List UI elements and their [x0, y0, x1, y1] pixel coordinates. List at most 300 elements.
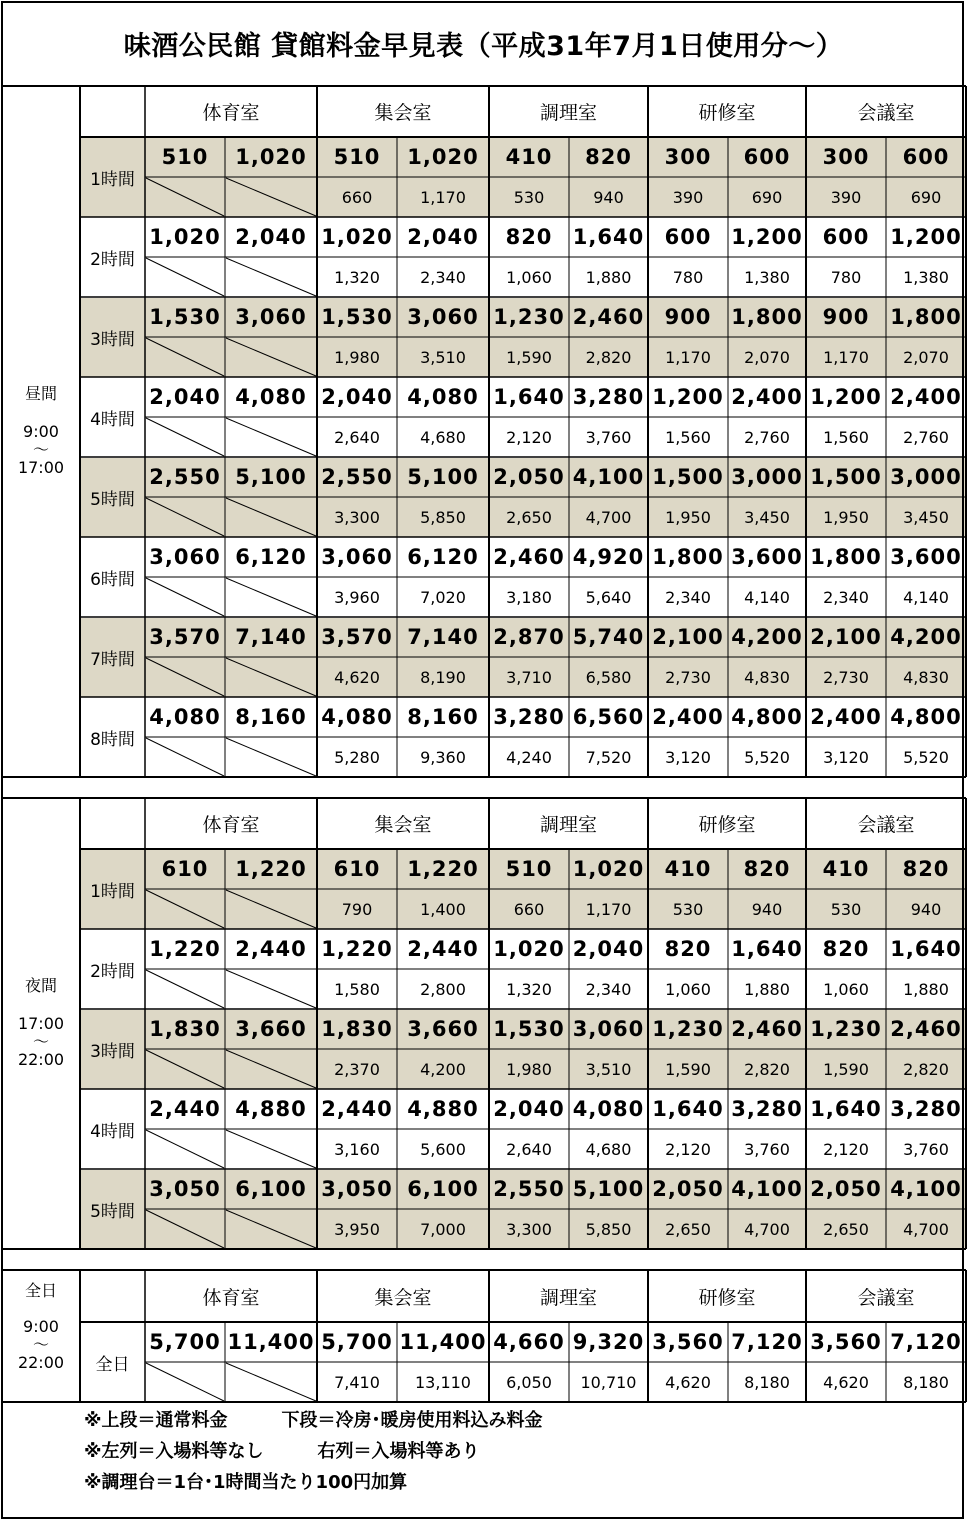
aircon-fee: 7,520: [585, 747, 632, 767]
period-end: 17:00: [17, 458, 65, 477]
regular-fee: 4,200: [890, 625, 962, 649]
aircon-fee: 2,640: [334, 427, 380, 447]
na-diagonal: [146, 738, 224, 776]
aircon-fee: 1,060: [823, 979, 869, 999]
aircon-fee: 3,450: [744, 507, 790, 527]
aircon-fee: 2,340: [585, 979, 632, 999]
regular-fee: 1,530: [149, 305, 221, 329]
aircon-fee: 4,620: [823, 1372, 869, 1392]
regular-fee: 3,050: [149, 1177, 221, 1201]
regular-fee: 3,560: [810, 1330, 882, 1354]
regular-fee: 4,080: [407, 385, 479, 409]
regular-fee: 1,800: [652, 545, 724, 569]
aircon-fee: 13,110: [415, 1372, 471, 1392]
regular-fee: 610: [161, 857, 209, 881]
regular-fee: 7,120: [731, 1330, 803, 1354]
regular-fee: 6,560: [572, 705, 645, 729]
regular-fee: 5,100: [235, 465, 307, 489]
regular-fee: 3,000: [890, 465, 962, 489]
regular-fee: 6,100: [235, 1177, 307, 1201]
duration-label: 5時間: [90, 1201, 135, 1222]
regular-fee: 4,080: [235, 385, 307, 409]
regular-fee: 2,050: [493, 465, 565, 489]
aircon-fee: 7,410: [334, 1372, 380, 1392]
aircon-fee: 3,120: [665, 747, 711, 767]
regular-fee: 9,320: [572, 1330, 645, 1354]
aircon-fee: 1,170: [665, 347, 711, 367]
na-diagonal: [146, 258, 224, 296]
regular-fee: 1,230: [493, 305, 565, 329]
na-diagonal: [146, 498, 224, 536]
regular-fee: 4,880: [407, 1097, 479, 1121]
aircon-fee: 8,180: [744, 1372, 790, 1392]
regular-fee: 2,040: [321, 385, 393, 409]
regular-fee: 4,100: [731, 1177, 803, 1201]
aircon-fee: 4,140: [744, 587, 790, 607]
duration-label: 6時間: [90, 569, 135, 590]
regular-fee: 2,400: [810, 705, 882, 729]
regular-fee: 4,800: [731, 705, 803, 729]
aircon-fee: 3,120: [823, 747, 869, 767]
aircon-fee: 2,820: [903, 1059, 949, 1079]
regular-fee: 3,280: [731, 1097, 803, 1121]
aircon-fee: 4,620: [334, 667, 380, 687]
room-header-4: 会議室: [857, 102, 915, 124]
aircon-fee: 3,760: [585, 427, 632, 447]
na-diagonal: [226, 338, 316, 376]
aircon-fee: 1,590: [823, 1059, 869, 1079]
regular-fee: 8,160: [235, 705, 307, 729]
regular-fee: 2,460: [890, 1017, 962, 1041]
regular-fee: 2,440: [149, 1097, 221, 1121]
regular-fee: 2,050: [652, 1177, 724, 1201]
aircon-fee: 1,060: [665, 979, 711, 999]
regular-fee: 1,020: [493, 937, 565, 961]
room-header-2: 調理室: [539, 1286, 597, 1309]
regular-fee: 2,460: [731, 1017, 803, 1041]
duration-label: 2時間: [90, 961, 135, 982]
duration-label: 3時間: [90, 329, 135, 350]
regular-fee: 4,080: [572, 1097, 645, 1121]
aircon-fee: 1,170: [823, 347, 869, 367]
aircon-fee: 2,070: [903, 347, 949, 367]
duration-label: 7時間: [90, 649, 135, 670]
regular-fee: 4,800: [890, 705, 962, 729]
aircon-fee: 9,360: [420, 747, 466, 767]
room-header-3: 研修室: [698, 102, 756, 124]
na-diagonal: [226, 178, 316, 216]
room-header-0: 体育室: [202, 814, 260, 836]
regular-fee: 3,600: [890, 545, 962, 569]
regular-fee: 2,050: [810, 1177, 882, 1201]
regular-fee: 300: [664, 145, 712, 169]
na-diagonal: [146, 338, 224, 376]
aircon-fee: 4,620: [665, 1372, 711, 1392]
aircon-fee: 2,340: [823, 587, 869, 607]
aircon-fee: 3,760: [903, 1139, 949, 1159]
regular-fee: 600: [902, 145, 950, 169]
aircon-fee: 940: [593, 187, 624, 207]
regular-fee: 900: [822, 305, 870, 329]
period-start: 9:00: [23, 422, 59, 441]
room-header-2: 調理室: [539, 102, 597, 124]
aircon-fee: 7,000: [420, 1219, 466, 1239]
aircon-fee: 3,160: [334, 1139, 380, 1159]
regular-fee: 3,280: [493, 705, 565, 729]
aircon-fee: 1,880: [744, 979, 790, 999]
regular-fee: 3,560: [652, 1330, 724, 1354]
aircon-fee: 4,830: [903, 667, 949, 687]
aircon-fee: 4,830: [744, 667, 790, 687]
regular-fee: 6,120: [235, 545, 307, 569]
aircon-fee: 3,710: [506, 667, 552, 687]
period-name: 夜間: [24, 976, 57, 995]
aircon-fee: 4,200: [420, 1059, 466, 1079]
na-diagonal: [146, 578, 224, 616]
footnote-2: ※左列＝入場料等なし 右列＝入場料等あり: [84, 1441, 480, 1462]
aircon-fee: 8,180: [903, 1372, 949, 1392]
regular-fee: 2,040: [235, 225, 307, 249]
na-diagonal: [226, 1130, 316, 1168]
regular-fee: 3,060: [407, 305, 479, 329]
aircon-fee: 3,450: [903, 507, 949, 527]
regular-fee: 2,100: [810, 625, 882, 649]
aircon-fee: 1,380: [903, 267, 949, 287]
aircon-fee: 2,340: [665, 587, 711, 607]
aircon-fee: 690: [751, 187, 783, 207]
regular-fee: 7,140: [407, 625, 479, 649]
regular-fee: 820: [822, 937, 870, 961]
room-header-3: 研修室: [698, 1286, 756, 1309]
duration-label: 全日: [95, 1354, 130, 1375]
aircon-fee: 4,700: [585, 507, 632, 527]
regular-fee: 2,440: [321, 1097, 393, 1121]
na-diagonal: [226, 738, 316, 776]
regular-fee: 2,400: [890, 385, 962, 409]
aircon-fee: 940: [751, 899, 783, 919]
regular-fee: 11,400: [227, 1330, 315, 1354]
aircon-fee: 5,640: [585, 587, 632, 607]
aircon-fee: 790: [341, 899, 373, 919]
room-header-4: 会議室: [857, 814, 915, 836]
regular-fee: 820: [585, 145, 632, 169]
aircon-fee: 660: [341, 187, 373, 207]
regular-fee: 2,040: [149, 385, 221, 409]
regular-fee: 1,640: [652, 1097, 724, 1121]
aircon-fee: 6,050: [506, 1372, 552, 1392]
aircon-fee: 1,560: [665, 427, 711, 447]
regular-fee: 820: [664, 937, 712, 961]
aircon-fee: 1,590: [506, 347, 552, 367]
duration-label: 1時間: [90, 881, 135, 902]
aircon-fee: 940: [910, 899, 942, 919]
room-header-2: 調理室: [539, 814, 597, 836]
period-end: 22:00: [17, 1353, 65, 1372]
aircon-fee: 2,760: [744, 427, 790, 447]
regular-fee: 1,830: [321, 1017, 393, 1041]
regular-fee: 1,830: [149, 1017, 221, 1041]
regular-fee: 1,230: [652, 1017, 724, 1041]
regular-fee: 2,100: [652, 625, 724, 649]
aircon-fee: 4,680: [585, 1139, 632, 1159]
period-start: 17:00: [17, 1014, 65, 1033]
regular-fee: 2,440: [407, 937, 479, 961]
aircon-fee: 1,320: [506, 979, 552, 999]
aircon-fee: 4,700: [744, 1219, 790, 1239]
regular-fee: 2,440: [235, 937, 307, 961]
period-tilde: ～: [32, 1032, 49, 1051]
regular-fee: 3,060: [321, 545, 393, 569]
aircon-fee: 3,300: [506, 1219, 552, 1239]
aircon-fee: 2,650: [665, 1219, 711, 1239]
na-diagonal: [226, 970, 316, 1008]
regular-fee: 3,280: [572, 385, 645, 409]
aircon-fee: 780: [830, 267, 862, 287]
regular-fee: 3,050: [321, 1177, 393, 1201]
aircon-fee: 390: [672, 187, 704, 207]
aircon-fee: 2,370: [334, 1059, 380, 1079]
room-header-3: 研修室: [698, 814, 756, 836]
duration-label: 1時間: [90, 169, 135, 190]
aircon-fee: 1,170: [585, 899, 632, 919]
regular-fee: 1,800: [890, 305, 962, 329]
regular-fee: 3,280: [890, 1097, 962, 1121]
aircon-fee: 3,960: [334, 587, 380, 607]
regular-fee: 3,000: [731, 465, 803, 489]
regular-fee: 4,920: [572, 545, 645, 569]
aircon-fee: 1,560: [823, 427, 869, 447]
regular-fee: 1,640: [493, 385, 565, 409]
na-diagonal: [226, 418, 316, 456]
page-title: 味酒公民館 貸館料金早見表（平成31年7月1日使用分～）: [123, 30, 844, 62]
regular-fee: 2,550: [321, 465, 393, 489]
aircon-fee: 2,120: [506, 427, 552, 447]
regular-fee: 8,160: [407, 705, 479, 729]
duration-label: 3時間: [90, 1041, 135, 1062]
aircon-fee: 530: [513, 187, 545, 207]
aircon-fee: 1,400: [420, 899, 466, 919]
room-header-1: 集会室: [374, 102, 432, 124]
na-diagonal: [146, 1363, 224, 1401]
aircon-fee: 3,760: [744, 1139, 790, 1159]
regular-fee: 2,040: [407, 225, 479, 249]
regular-fee: 6,100: [407, 1177, 479, 1201]
regular-fee: 1,530: [493, 1017, 565, 1041]
na-diagonal: [146, 1130, 224, 1168]
na-diagonal: [146, 418, 224, 456]
regular-fee: 510: [505, 857, 553, 881]
regular-fee: 1,220: [407, 857, 479, 881]
regular-fee: 3,060: [149, 545, 221, 569]
regular-fee: 1,640: [731, 937, 803, 961]
na-diagonal: [226, 498, 316, 536]
regular-fee: 1,020: [407, 145, 479, 169]
regular-fee: 410: [822, 857, 870, 881]
regular-fee: 2,460: [493, 545, 565, 569]
na-diagonal: [226, 1210, 316, 1248]
aircon-fee: 2,760: [903, 427, 949, 447]
aircon-fee: 5,520: [903, 747, 949, 767]
aircon-fee: 2,340: [420, 267, 466, 287]
aircon-fee: 3,300: [334, 507, 380, 527]
regular-fee: 3,060: [235, 305, 307, 329]
regular-fee: 1,220: [149, 937, 221, 961]
regular-fee: 820: [505, 225, 553, 249]
regular-fee: 2,460: [572, 305, 645, 329]
regular-fee: 510: [333, 145, 381, 169]
aircon-fee: 6,580: [585, 667, 632, 687]
regular-fee: 1,500: [810, 465, 882, 489]
aircon-fee: 1,590: [665, 1059, 711, 1079]
aircon-fee: 1,980: [506, 1059, 552, 1079]
regular-fee: 7,120: [890, 1330, 962, 1354]
regular-fee: 5,700: [321, 1330, 393, 1354]
duration-label: 4時間: [90, 1121, 135, 1142]
aircon-fee: 2,730: [665, 667, 711, 687]
aircon-fee: 1,950: [823, 507, 869, 527]
aircon-fee: 660: [513, 899, 545, 919]
regular-fee: 610: [333, 857, 381, 881]
regular-fee: 1,230: [810, 1017, 882, 1041]
aircon-fee: 5,520: [744, 747, 790, 767]
aircon-fee: 390: [830, 187, 862, 207]
regular-fee: 1,640: [890, 937, 962, 961]
aircon-fee: 3,950: [334, 1219, 380, 1239]
period-tilde: ～: [32, 440, 49, 459]
regular-fee: 4,080: [321, 705, 393, 729]
regular-fee: 1,020: [572, 857, 645, 881]
regular-fee: 1,500: [652, 465, 724, 489]
aircon-fee: 5,850: [585, 1219, 632, 1239]
aircon-fee: 4,140: [903, 587, 949, 607]
regular-fee: 3,660: [235, 1017, 307, 1041]
na-diagonal: [226, 890, 316, 928]
regular-fee: 1,020: [149, 225, 221, 249]
period-name: 昼間: [24, 384, 57, 403]
aircon-fee: 1,880: [585, 267, 632, 287]
aircon-fee: 3,510: [420, 347, 466, 367]
regular-fee: 3,660: [407, 1017, 479, 1041]
aircon-fee: 1,580: [334, 979, 380, 999]
period-name: 全日: [24, 1281, 57, 1300]
duration-label: 4時間: [90, 409, 135, 430]
aircon-fee: 10,710: [580, 1372, 637, 1392]
na-diagonal: [226, 1050, 316, 1088]
regular-fee: 2,550: [493, 1177, 565, 1201]
aircon-fee: 1,170: [420, 187, 466, 207]
regular-fee: 410: [664, 857, 712, 881]
regular-fee: 1,640: [572, 225, 645, 249]
regular-fee: 6,120: [407, 545, 479, 569]
regular-fee: 11,400: [399, 1330, 487, 1354]
na-diagonal: [146, 658, 224, 696]
regular-fee: 4,080: [149, 705, 221, 729]
regular-fee: 5,740: [572, 625, 645, 649]
regular-fee: 4,200: [731, 625, 803, 649]
regular-fee: 1,220: [235, 857, 307, 881]
na-diagonal: [146, 1210, 224, 1248]
aircon-fee: 2,800: [420, 979, 466, 999]
na-diagonal: [146, 890, 224, 928]
room-header-0: 体育室: [202, 1286, 260, 1309]
regular-fee: 300: [822, 145, 870, 169]
aircon-fee: 690: [910, 187, 942, 207]
aircon-fee: 1,060: [506, 267, 552, 287]
regular-fee: 4,660: [493, 1330, 565, 1354]
aircon-fee: 8,190: [420, 667, 466, 687]
regular-fee: 4,880: [235, 1097, 307, 1121]
regular-fee: 600: [743, 145, 791, 169]
room-header-0: 体育室: [202, 102, 260, 124]
aircon-fee: 2,120: [665, 1139, 711, 1159]
aircon-fee: 2,820: [585, 347, 632, 367]
regular-fee: 1,800: [810, 545, 882, 569]
regular-fee: 600: [822, 225, 870, 249]
aircon-fee: 1,880: [903, 979, 949, 999]
na-diagonal: [226, 578, 316, 616]
regular-fee: 410: [505, 145, 553, 169]
aircon-fee: 5,850: [420, 507, 466, 527]
duration-label: 2時間: [90, 249, 135, 270]
regular-fee: 5,100: [572, 1177, 645, 1201]
na-diagonal: [226, 1363, 316, 1401]
regular-fee: 1,020: [235, 145, 307, 169]
aircon-fee: 4,700: [903, 1219, 949, 1239]
na-diagonal: [226, 258, 316, 296]
aircon-fee: 780: [672, 267, 704, 287]
regular-fee: 1,200: [890, 225, 962, 249]
aircon-fee: 5,280: [334, 747, 380, 767]
aircon-fee: 2,730: [823, 667, 869, 687]
aircon-fee: 4,680: [420, 427, 466, 447]
aircon-fee: 2,640: [506, 1139, 552, 1159]
period-start: 9:00: [23, 1317, 59, 1336]
regular-fee: 1,220: [321, 937, 393, 961]
regular-fee: 4,100: [572, 465, 645, 489]
room-header-4: 会議室: [857, 1286, 915, 1309]
regular-fee: 600: [664, 225, 712, 249]
aircon-fee: 1,320: [334, 267, 380, 287]
regular-fee: 3,570: [149, 625, 221, 649]
regular-fee: 7,140: [235, 625, 307, 649]
regular-fee: 2,400: [731, 385, 803, 409]
regular-fee: 1,200: [652, 385, 724, 409]
aircon-fee: 2,650: [823, 1219, 869, 1239]
aircon-fee: 2,120: [823, 1139, 869, 1159]
regular-fee: 1,640: [810, 1097, 882, 1121]
footnote-1: ※上段＝通常料金 下段＝冷房･暖房使用料込み料金: [84, 1410, 543, 1431]
regular-fee: 1,200: [731, 225, 803, 249]
aircon-fee: 4,240: [506, 747, 552, 767]
aircon-fee: 2,650: [506, 507, 552, 527]
regular-fee: 900: [664, 305, 712, 329]
regular-fee: 3,570: [321, 625, 393, 649]
regular-fee: 4,100: [890, 1177, 962, 1201]
aircon-fee: 1,950: [665, 507, 711, 527]
regular-fee: 1,800: [731, 305, 803, 329]
aircon-fee: 1,980: [334, 347, 380, 367]
regular-fee: 2,040: [572, 937, 645, 961]
aircon-fee: 2,820: [744, 1059, 790, 1079]
regular-fee: 5,700: [149, 1330, 221, 1354]
regular-fee: 5,100: [407, 465, 479, 489]
regular-fee: 2,040: [493, 1097, 565, 1121]
regular-fee: 820: [902, 857, 950, 881]
regular-fee: 1,200: [810, 385, 882, 409]
aircon-fee: 7,020: [420, 587, 466, 607]
aircon-fee: 530: [830, 899, 862, 919]
regular-fee: 3,600: [731, 545, 803, 569]
